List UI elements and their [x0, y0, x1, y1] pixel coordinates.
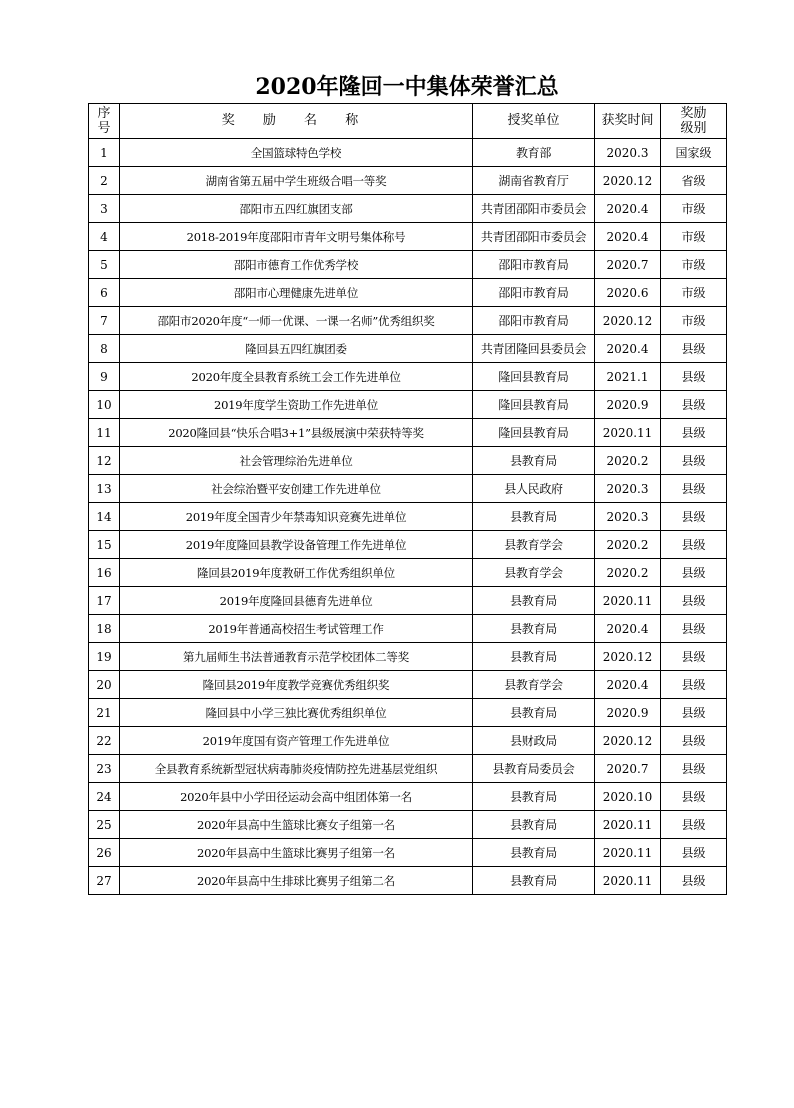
- table-row: [89, 839, 727, 867]
- cell-time: 2020.9: [595, 699, 661, 727]
- header-name: 奖 励 名 称: [120, 104, 473, 139]
- cell-level: 省级: [661, 167, 727, 195]
- cell-time: 2020.11: [595, 587, 661, 615]
- cell-unit: 县教育局: [473, 811, 595, 839]
- cell-no: 22: [89, 727, 120, 755]
- cell-level: 县级: [661, 643, 727, 671]
- cell-no: 16: [89, 559, 120, 587]
- cell-no: 9: [89, 363, 120, 391]
- cell-time: 2020.12: [595, 167, 661, 195]
- table-row: [89, 279, 727, 307]
- cell-unit: 县教育局: [473, 783, 595, 811]
- cell-unit: 教育部: [473, 139, 595, 167]
- header-row: [89, 104, 727, 139]
- cell-level: 市级: [661, 251, 727, 279]
- table-row: [89, 671, 727, 699]
- cell-time: 2021.1: [595, 363, 661, 391]
- cell-level: 市级: [661, 223, 727, 251]
- cell-time: 2020.7: [595, 755, 661, 783]
- table-row: [89, 699, 727, 727]
- table-row: [89, 615, 727, 643]
- table-row: [89, 167, 727, 195]
- table-row: [89, 419, 727, 447]
- table-row: [89, 755, 727, 783]
- cell-time: 2020.2: [595, 559, 661, 587]
- cell-time: 2020.7: [595, 251, 661, 279]
- cell-level: 县级: [661, 671, 727, 699]
- cell-name: 全国篮球特色学校: [120, 139, 473, 167]
- cell-unit: 县教育局: [473, 447, 595, 475]
- header-level: 奖励 级别: [661, 104, 727, 139]
- cell-level: 国家级: [661, 139, 727, 167]
- cell-name: 2020年县中小学田径运动会高中组团体第一名: [120, 783, 473, 811]
- table-row: [89, 727, 727, 755]
- cell-time: 2020.4: [595, 223, 661, 251]
- cell-no: 3: [89, 195, 120, 223]
- table-row: [89, 587, 727, 615]
- cell-no: 27: [89, 867, 120, 895]
- cell-unit: 隆回县教育局: [473, 391, 595, 419]
- cell-name: 湖南省第五届中学生班级合唱一等奖: [120, 167, 473, 195]
- cell-unit: 县教育学会: [473, 531, 595, 559]
- cell-name: 2019年普通高校招生考试管理工作: [120, 615, 473, 643]
- cell-no: 14: [89, 503, 120, 531]
- cell-unit: 县教育局: [473, 867, 595, 895]
- cell-level: 县级: [661, 447, 727, 475]
- cell-unit: 湖南省教育厅: [473, 167, 595, 195]
- cell-no: 25: [89, 811, 120, 839]
- cell-name: 隆回县2019年度教研工作优秀组织单位: [120, 559, 473, 587]
- table-row: [89, 811, 727, 839]
- cell-time: 2020.2: [595, 447, 661, 475]
- cell-name: 邵阳市2020年度“一师一优课、一课一名师”优秀组织奖: [120, 307, 473, 335]
- cell-level: 县级: [661, 363, 727, 391]
- cell-time: 2020.10: [595, 783, 661, 811]
- cell-unit: 县教育局: [473, 587, 595, 615]
- cell-no: 20: [89, 671, 120, 699]
- cell-time: 2020.9: [595, 391, 661, 419]
- table-row: [89, 559, 727, 587]
- cell-time: 2020.6: [595, 279, 661, 307]
- cell-time: 2020.12: [595, 643, 661, 671]
- cell-level: 县级: [661, 587, 727, 615]
- cell-no: 4: [89, 223, 120, 251]
- cell-no: 17: [89, 587, 120, 615]
- cell-level: 县级: [661, 699, 727, 727]
- cell-time: 2020.4: [595, 335, 661, 363]
- cell-unit: 县教育局委员会: [473, 755, 595, 783]
- cell-time: 2020.4: [595, 195, 661, 223]
- table-row: [89, 447, 727, 475]
- table-row: [89, 363, 727, 391]
- table-row: [89, 531, 727, 559]
- cell-name: 邵阳市五四红旗团支部: [120, 195, 473, 223]
- cell-no: 12: [89, 447, 120, 475]
- cell-level: 市级: [661, 279, 727, 307]
- table-row: [89, 783, 727, 811]
- cell-unit: 县财政局: [473, 727, 595, 755]
- cell-unit: 县教育学会: [473, 671, 595, 699]
- table-row: [89, 223, 727, 251]
- table-row: [89, 391, 727, 419]
- table-row: [89, 335, 727, 363]
- cell-time: 2020.3: [595, 503, 661, 531]
- cell-level: 县级: [661, 475, 727, 503]
- cell-no: 13: [89, 475, 120, 503]
- table-row: [89, 251, 727, 279]
- cell-name: 隆回县五四红旗团委: [120, 335, 473, 363]
- cell-unit: 县教育局: [473, 503, 595, 531]
- table-row: [89, 139, 727, 167]
- cell-name: 2019年度全国青少年禁毒知识竞赛先进单位: [120, 503, 473, 531]
- cell-no: 21: [89, 699, 120, 727]
- cell-no: 24: [89, 783, 120, 811]
- honors-table: [88, 103, 727, 895]
- cell-name: 2020年县高中生排球比赛男子组第二名: [120, 867, 473, 895]
- cell-time: 2020.2: [595, 531, 661, 559]
- page-title: 2020年隆回一中集体荣誉汇总: [255, 74, 559, 100]
- cell-unit: 隆回县教育局: [473, 419, 595, 447]
- table-row: [89, 307, 727, 335]
- cell-name: 全县教育系统新型冠状病毒肺炎疫情防控先进基层党组织: [120, 755, 473, 783]
- cell-name: 邵阳市心理健康先进单位: [120, 279, 473, 307]
- cell-name: 2020年度全县教育系统工会工作先进单位: [120, 363, 473, 391]
- cell-level: 县级: [661, 531, 727, 559]
- cell-name: 2019年度学生资助工作先进单位: [120, 391, 473, 419]
- cell-name: 隆回县2019年度教学竞赛优秀组织奖: [120, 671, 473, 699]
- cell-name: 2019年度国有资产管理工作先进单位: [120, 727, 473, 755]
- table-row: [89, 867, 727, 895]
- cell-name: 2020年县高中生篮球比赛女子组第一名: [120, 811, 473, 839]
- cell-level: 市级: [661, 307, 727, 335]
- cell-unit: 邵阳市教育局: [473, 251, 595, 279]
- cell-level: 县级: [661, 867, 727, 895]
- cell-unit: 县人民政府: [473, 475, 595, 503]
- cell-no: 26: [89, 839, 120, 867]
- cell-no: 15: [89, 531, 120, 559]
- cell-level: 市级: [661, 195, 727, 223]
- cell-no: 19: [89, 643, 120, 671]
- cell-time: 2020.11: [595, 419, 661, 447]
- cell-level: 县级: [661, 391, 727, 419]
- cell-no: 2: [89, 167, 120, 195]
- cell-name: 隆回县中小学三独比赛优秀组织单位: [120, 699, 473, 727]
- cell-level: 县级: [661, 783, 727, 811]
- cell-name: 邵阳市德育工作优秀学校: [120, 251, 473, 279]
- table-row: [89, 475, 727, 503]
- cell-no: 23: [89, 755, 120, 783]
- cell-no: 1: [89, 139, 120, 167]
- cell-name: 社会综治暨平安创建工作先进单位: [120, 475, 473, 503]
- cell-no: 7: [89, 307, 120, 335]
- cell-name: 2020年县高中生篮球比赛男子组第一名: [120, 839, 473, 867]
- cell-no: 11: [89, 419, 120, 447]
- cell-level: 县级: [661, 727, 727, 755]
- header-time: 获奖时间: [595, 104, 661, 139]
- cell-level: 县级: [661, 839, 727, 867]
- cell-time: 2020.12: [595, 307, 661, 335]
- cell-name: 2020隆回县“快乐合唱3+1”县级展演中荣获特等奖: [120, 419, 473, 447]
- cell-time: 2020.11: [595, 811, 661, 839]
- cell-no: 5: [89, 251, 120, 279]
- cell-name: 2019年度隆回县德育先进单位: [120, 587, 473, 615]
- cell-unit: 邵阳市教育局: [473, 279, 595, 307]
- cell-unit: 共青团邵阳市委员会: [473, 223, 595, 251]
- cell-time: 2020.12: [595, 727, 661, 755]
- cell-time: 2020.3: [595, 139, 661, 167]
- cell-unit: 县教育局: [473, 839, 595, 867]
- header-unit: 授奖单位: [473, 104, 595, 139]
- cell-unit: 县教育学会: [473, 559, 595, 587]
- cell-level: 县级: [661, 615, 727, 643]
- cell-name: 2019年度隆回县教学设备管理工作先进单位: [120, 531, 473, 559]
- cell-unit: 邵阳市教育局: [473, 307, 595, 335]
- cell-level: 县级: [661, 335, 727, 363]
- cell-level: 县级: [661, 755, 727, 783]
- table-row: [89, 503, 727, 531]
- cell-unit: 县教育局: [473, 615, 595, 643]
- header-no: 序 号: [89, 104, 120, 139]
- cell-level: 县级: [661, 419, 727, 447]
- cell-time: 2020.4: [595, 671, 661, 699]
- cell-name: 第九届师生书法普通教育示范学校团体二等奖: [120, 643, 473, 671]
- cell-level: 县级: [661, 503, 727, 531]
- cell-unit: 共青团隆回县委员会: [473, 335, 595, 363]
- table-row: [89, 195, 727, 223]
- cell-unit: 县教育局: [473, 643, 595, 671]
- cell-no: 18: [89, 615, 120, 643]
- cell-time: 2020.11: [595, 839, 661, 867]
- cell-no: 8: [89, 335, 120, 363]
- table-row: [89, 643, 727, 671]
- cell-level: 县级: [661, 559, 727, 587]
- cell-time: 2020.3: [595, 475, 661, 503]
- cell-time: 2020.4: [595, 615, 661, 643]
- cell-unit: 共青团邵阳市委员会: [473, 195, 595, 223]
- cell-no: 6: [89, 279, 120, 307]
- cell-name: 2018-2019年度邵阳市青年文明号集体称号: [120, 223, 473, 251]
- cell-unit: 隆回县教育局: [473, 363, 595, 391]
- cell-name: 社会管理综治先进单位: [120, 447, 473, 475]
- cell-no: 10: [89, 391, 120, 419]
- cell-unit: 县教育局: [473, 699, 595, 727]
- cell-level: 县级: [661, 811, 727, 839]
- cell-time: 2020.11: [595, 867, 661, 895]
